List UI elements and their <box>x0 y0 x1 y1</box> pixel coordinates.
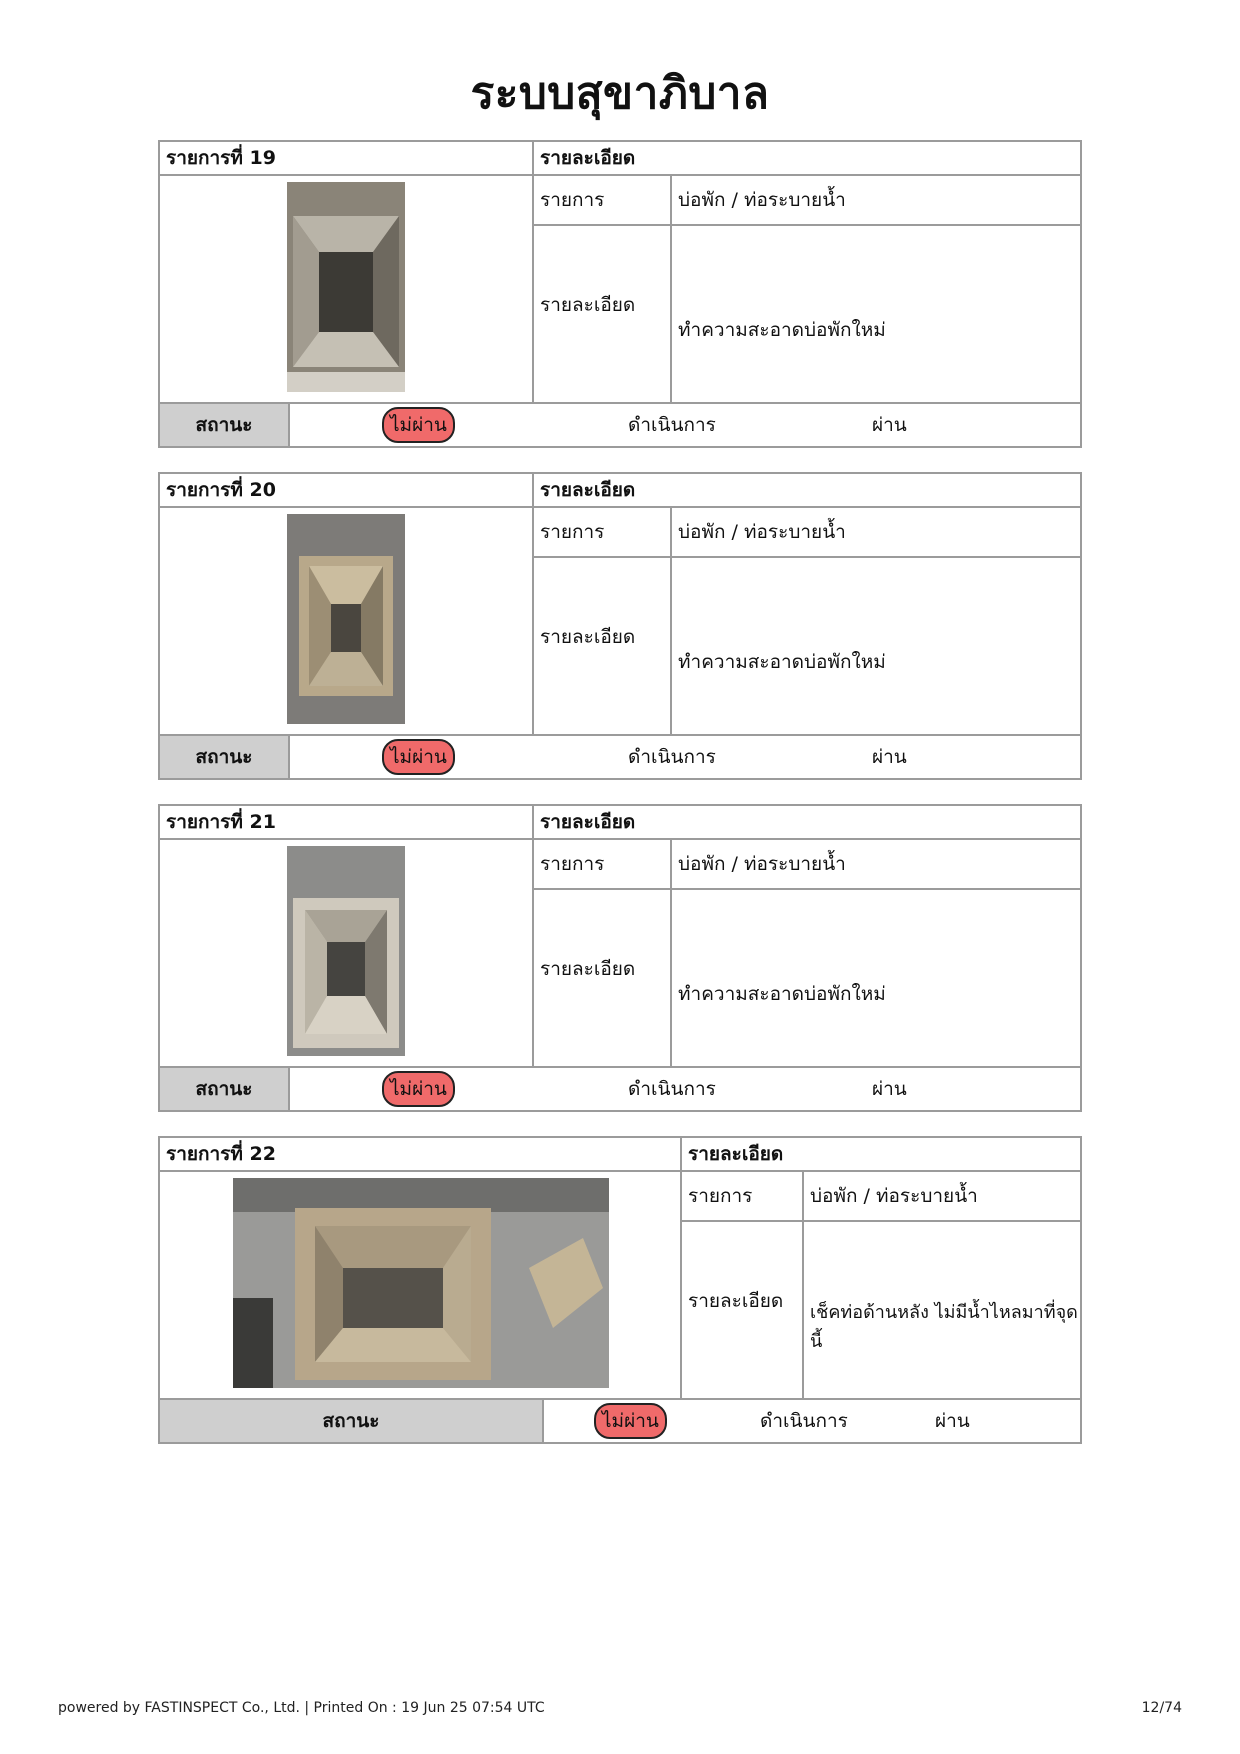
status-option-fail-selected[interactable]: ไม่ผ่าน <box>594 1403 667 1439</box>
status-option-in-progress[interactable]: ดำเนินการ <box>628 414 716 436</box>
photo-cell <box>160 508 534 736</box>
photo-cell <box>160 1172 682 1400</box>
page-title: ระบบสุขาภิบาล <box>470 68 770 119</box>
detail-header: รายละเอียด <box>534 142 1080 176</box>
status-option-pass[interactable]: ผ่าน <box>872 1078 907 1100</box>
detail-header: รายละเอียด <box>534 806 1080 840</box>
detail-value: ทำความสะอาดบ่อพักใหม่ <box>678 983 886 1005</box>
item-value: บ่อพัก / ท่อระบายน้ำ <box>804 1172 1080 1222</box>
status-option-in-progress[interactable]: ดำเนินการ <box>628 746 716 768</box>
inspection-item-card <box>158 472 1082 780</box>
status-option-pass[interactable]: ผ่าน <box>935 1410 970 1432</box>
footer-credit: powered by FASTINSPECT Co., Ltd. | Printed On : 19 Jun 25 07:54 UTC <box>58 1700 545 1716</box>
detail-value: ทำความสะอาดบ่อพักใหม่ <box>678 651 886 673</box>
status-row <box>160 734 1080 778</box>
item-number-label: รายการที่ 22 <box>160 1138 682 1172</box>
detail-header: รายละเอียด <box>682 1138 1080 1172</box>
inspection-photo <box>287 846 405 1056</box>
detail-value: ทำความสะอาดบ่อพักใหม่ <box>678 319 886 341</box>
status-label: สถานะ <box>160 1068 290 1110</box>
photo-cell <box>160 840 534 1068</box>
item-value: บ่อพัก / ท่อระบายน้ำ <box>672 508 1080 558</box>
status-option-fail-selected[interactable]: ไม่ผ่าน <box>382 407 455 443</box>
page-number: 12/74 <box>1141 1700 1182 1716</box>
detail-header: รายละเอียด <box>534 474 1080 508</box>
item-value: บ่อพัก / ท่อระบายน้ำ <box>672 840 1080 890</box>
inspection-item-card <box>158 140 1082 448</box>
status-row <box>160 402 1080 446</box>
status-label: สถานะ <box>160 1400 544 1442</box>
status-option-pass[interactable]: ผ่าน <box>872 414 907 436</box>
status-option-in-progress[interactable]: ดำเนินการ <box>760 1410 848 1432</box>
detail-label: รายละเอียด <box>534 890 672 1068</box>
detail-label: รายละเอียด <box>682 1222 804 1400</box>
status-option-fail-selected[interactable]: ไม่ผ่าน <box>382 739 455 775</box>
status-label: สถานะ <box>160 404 290 446</box>
item-value: บ่อพัก / ท่อระบายน้ำ <box>672 176 1080 226</box>
item-label: รายการ <box>534 176 672 226</box>
photo-cell <box>160 176 534 404</box>
status-label: สถานะ <box>160 736 290 778</box>
status-row <box>160 1066 1080 1110</box>
inspection-photo <box>287 182 405 392</box>
status-option-in-progress[interactable]: ดำเนินการ <box>628 1078 716 1100</box>
item-number-label: รายการที่ 19 <box>160 142 534 176</box>
inspection-item-card <box>158 804 1082 1112</box>
detail-label: รายละเอียด <box>534 558 672 736</box>
item-number-label: รายการที่ 20 <box>160 474 534 508</box>
status-row <box>160 1398 1080 1442</box>
inspection-photo <box>233 1178 609 1388</box>
item-label: รายการ <box>534 508 672 558</box>
item-label: รายการ <box>682 1172 804 1222</box>
inspection-item-card <box>158 1136 1082 1444</box>
inspection-photo <box>287 514 405 724</box>
status-option-pass[interactable]: ผ่าน <box>872 746 907 768</box>
status-option-fail-selected[interactable]: ไม่ผ่าน <box>382 1071 455 1107</box>
item-number-label: รายการที่ 21 <box>160 806 534 840</box>
item-label: รายการ <box>534 840 672 890</box>
detail-label: รายละเอียด <box>534 226 672 404</box>
detail-value: เช็คท่อด้านหลัง ไม่มีน้ำไหลมาที่จุดนี้ <box>810 1302 1078 1352</box>
